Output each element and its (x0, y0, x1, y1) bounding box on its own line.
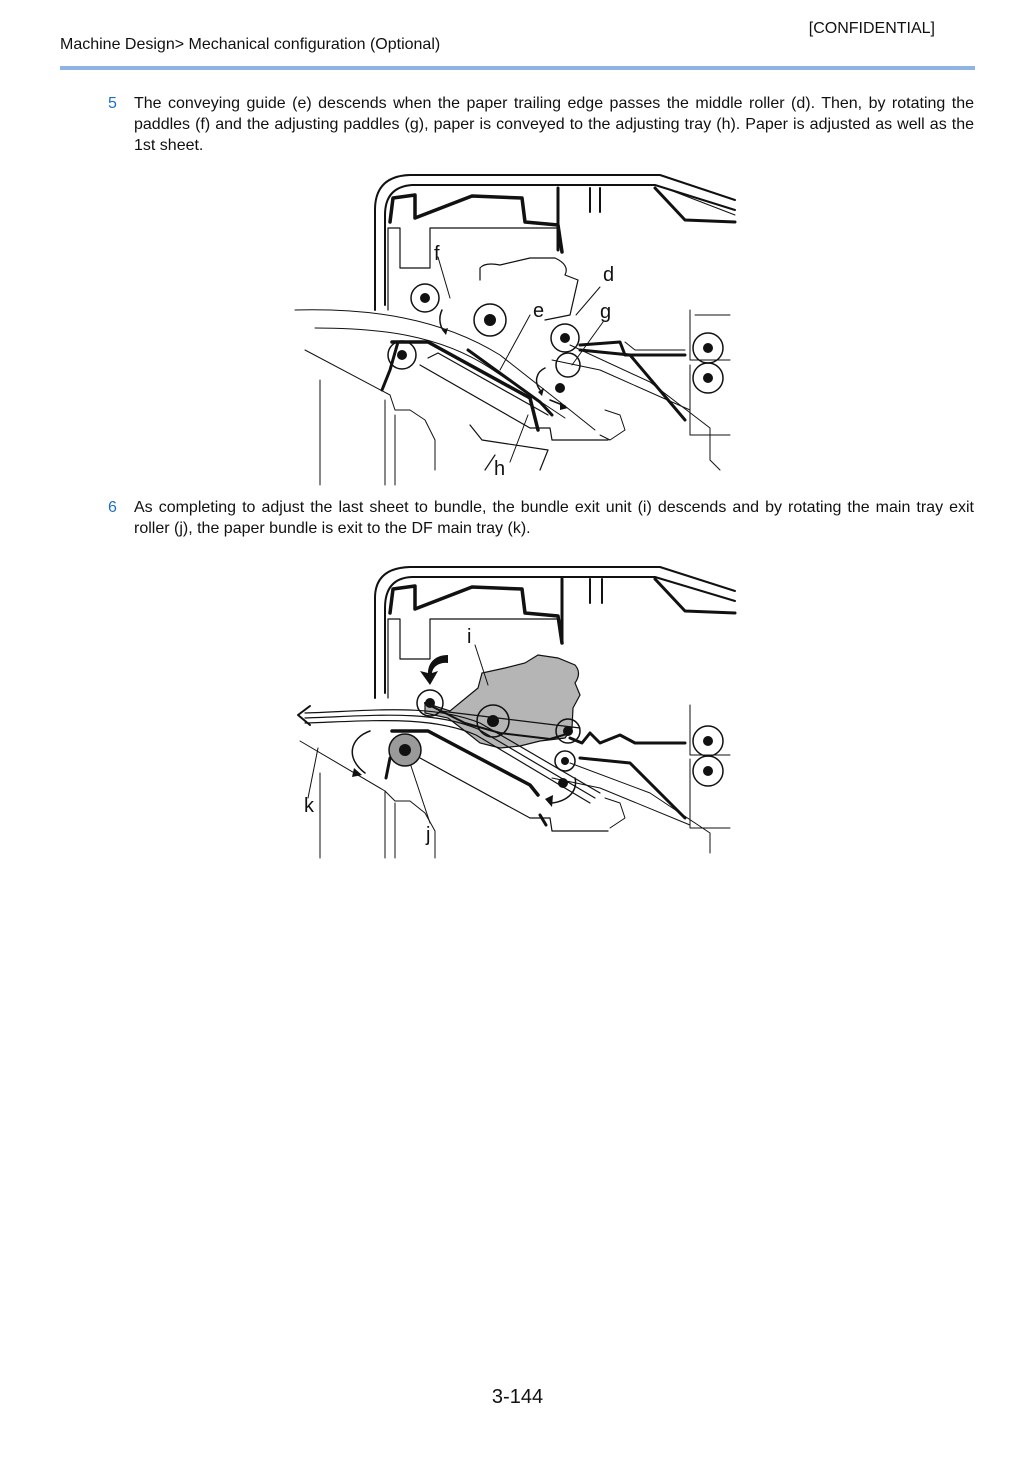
step-text: The conveying guide (e) descends when the paper trailing edge passes the middle roller (d). Then, by rotating the paddles (f) and the adjusting paddles (g), paper is conveyed to the adjusting tray (h). Paper is adjusted as well as the 1st sheet. (134, 95, 974, 154)
label-d: d (603, 264, 615, 286)
label-k: k (304, 795, 314, 817)
finisher-diagram-2 (290, 563, 740, 858)
step-number: 5 (108, 95, 117, 112)
label-f: f (434, 243, 440, 265)
confidential-label: [CONFIDENTIAL] (808, 20, 935, 37)
page-number: 3-144 (491, 1386, 544, 1408)
step-5 (108, 93, 974, 156)
label-e: e (533, 300, 545, 322)
label-h: h (494, 458, 506, 480)
label-j: j (426, 824, 431, 846)
header-divider (60, 66, 975, 70)
step-text: As completing to adjust the last sheet to bundle, the bundle exit unit (i) descends and by rotating the main tray exit roller (j), the paper bundle is exit to the DF main tray (k). (134, 499, 974, 537)
breadcrumb: Machine Design> Mechanical configuration (Optional) (60, 36, 441, 53)
label-g: g (600, 301, 612, 323)
step-6 (108, 497, 974, 539)
figure-bundle-exit (290, 563, 740, 858)
figure-paddle-adjust (290, 170, 740, 485)
step-number: 6 (108, 499, 117, 516)
label-i: i (467, 626, 472, 648)
finisher-diagram-1 (290, 170, 740, 485)
